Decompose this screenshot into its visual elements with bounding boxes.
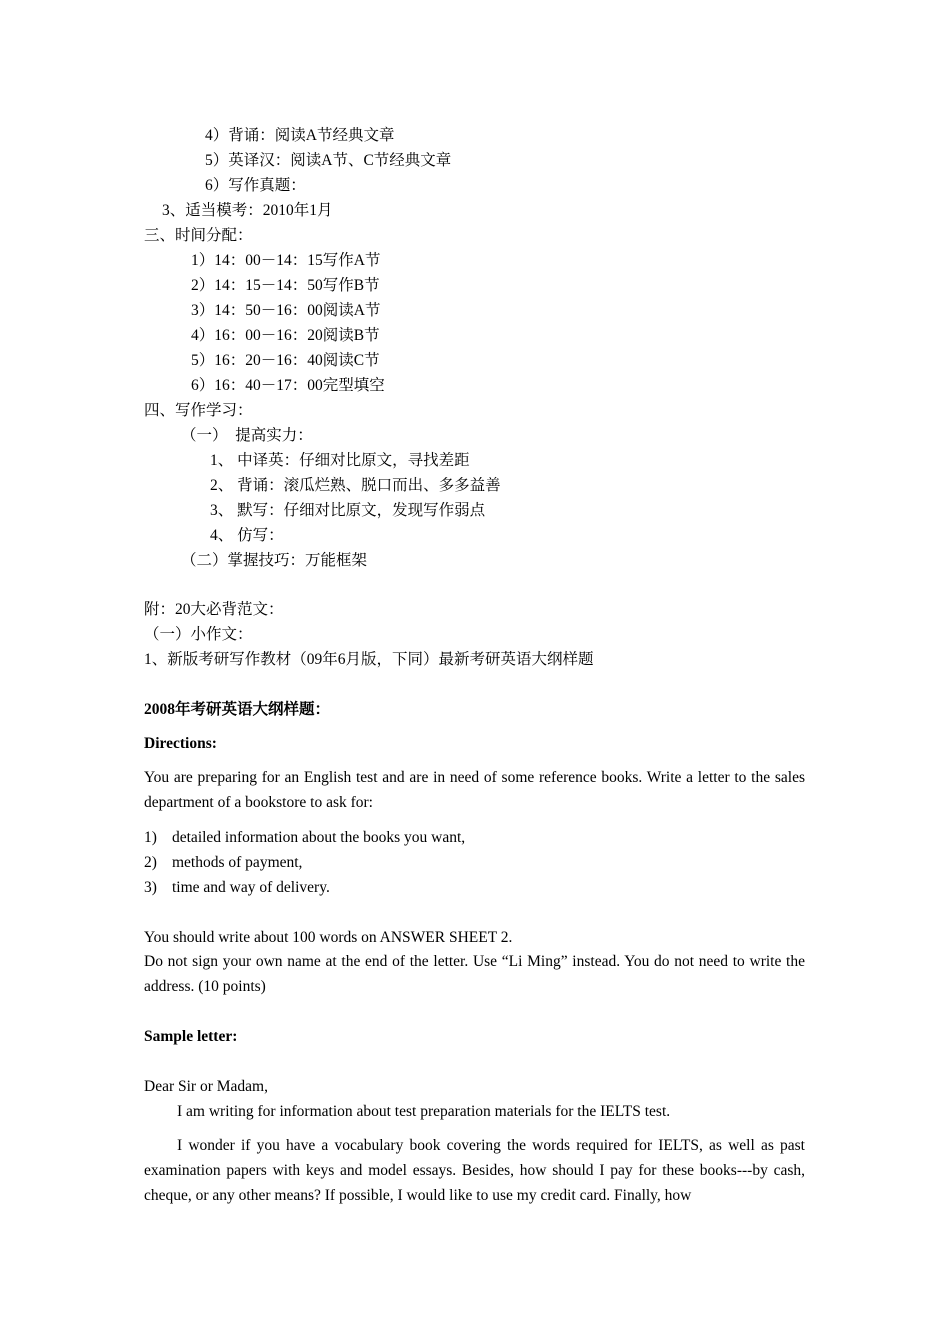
list-item: [144, 828, 465, 848]
appendix-item-1: 1、新版考研写作教材（09年6月版，下同）最新考研英语大纲样题: [144, 651, 594, 668]
appendix-subtitle: （一）小作文：: [144, 626, 253, 643]
letter-salutation: Dear Sir or Madam,: [144, 1078, 268, 1095]
schedule-item: 6）16：40－17：00完型填空: [191, 377, 385, 394]
mock-exam-line: 3、适当模考：2010年1月: [162, 202, 333, 219]
prompt-paragraph: You are preparing for an English test and are in need of some reference books. Write a letter to the sales department of a bookstore to ask for:: [144, 769, 805, 811]
list-number: 3): [144, 879, 157, 896]
instruction-line-1: You should write about 100 words on ANSWER SHEET 2.: [144, 929, 513, 946]
list-text: time and way of delivery.: [172, 879, 330, 896]
subsection-1-item: 1、 中译英：仔细对比原文，寻找差距: [210, 452, 470, 469]
schedule-item: 4）16：00－16：20阅读B节: [191, 327, 380, 344]
instruction-paragraph-2: Do not sign your own name at the end of the letter. Use “Li Ming” instead. You do not need to write the address. (10 points): [144, 953, 805, 995]
subsection-1-item: 2、 背诵：滚瓜烂熟、脱口而出、多多益善: [210, 477, 501, 494]
list-text: detailed information about the books you want,: [172, 829, 466, 846]
sample-heading: 2008年考研英语大纲样题：: [144, 701, 331, 718]
subsection-1-item: 3、 默写：仔细对比原文，发现写作弱点: [210, 502, 486, 519]
subsection-1-title: （一） 提高实力：: [181, 427, 313, 444]
letter-paragraph-2: I wonder if you have a vocabulary book covering the words required for IELTS, as well as past examination papers with keys and model essays. Besides, how should I pay for these books---by cash, cheque, or any other means? If possible, I would like to use my credit card. Finally, how: [144, 1137, 805, 1204]
schedule-item: 5）16：20－16：40阅读C节: [191, 352, 380, 369]
schedule-item: 2）14：15－14：50写作B节: [191, 277, 380, 294]
list-number: 2): [144, 854, 157, 871]
plan-item-6: 6）写作真题：: [205, 177, 306, 194]
list-item: [144, 853, 302, 873]
directions-label: Directions:: [144, 735, 217, 752]
schedule-item: 1）14：00－14：15写作A节: [191, 252, 381, 269]
subsection-2-title: （二）掌握技巧：万能框架: [181, 552, 368, 569]
section-3-title: 三、时间分配：: [144, 227, 253, 244]
sample-letter-label: Sample letter:: [144, 1028, 238, 1045]
schedule-item: 3）14：50－16：00阅读A节: [191, 302, 381, 319]
plan-item-4: 4）背诵：阅读A节经典文章: [205, 127, 395, 144]
appendix-title: 附：20大必背范文：: [144, 601, 284, 618]
section-4-title: 四、写作学习：: [144, 402, 253, 419]
list-number: 1): [144, 829, 157, 846]
list-item: [144, 878, 330, 898]
plan-item-5: 5）英译汉：阅读A节、C节经典文章: [205, 152, 452, 169]
letter-paragraph-1: I am writing for information about test preparation materials for the IELTS test.: [177, 1103, 671, 1120]
list-text: methods of payment,: [172, 854, 303, 871]
subsection-1-item: 4、 仿写：: [210, 527, 284, 544]
